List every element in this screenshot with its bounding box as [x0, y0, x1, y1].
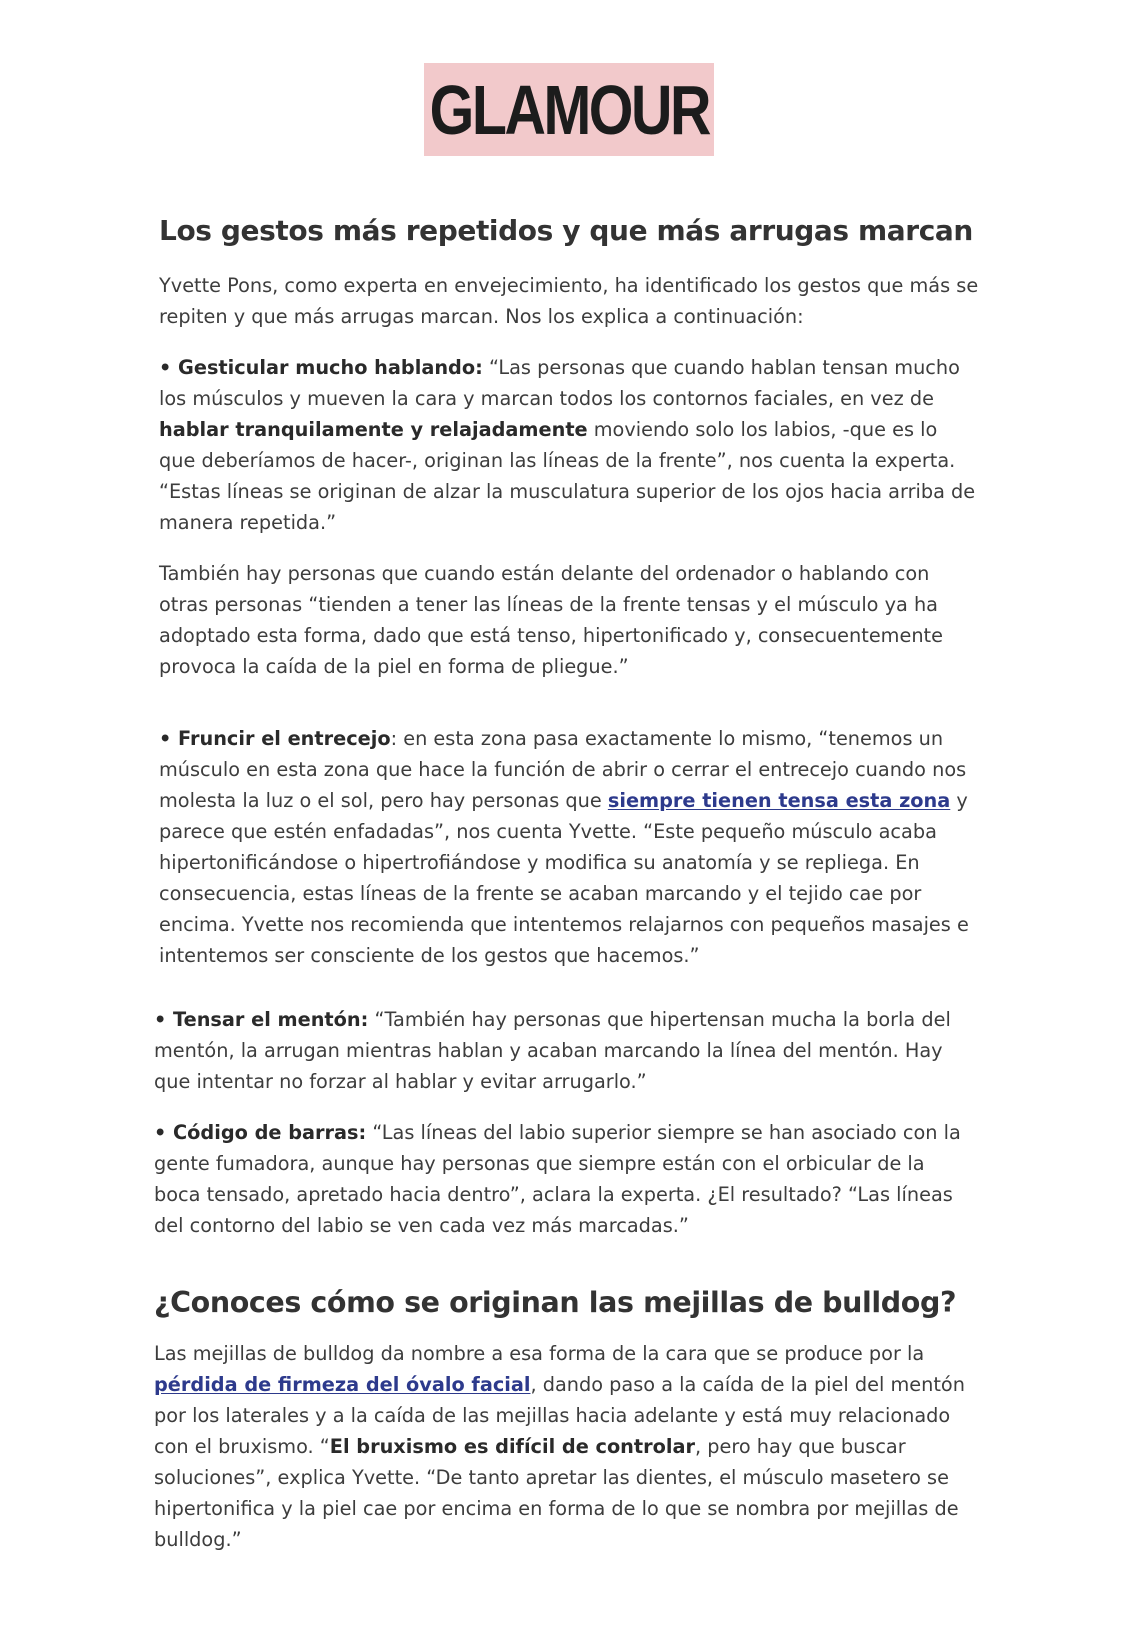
item-codigo-barras [154, 1117, 974, 1241]
item-gesticular-followup: También hay personas que cuando están delante del ordenador o hablando con otras personas “tienden a tener las líneas de la frente tensas y el músculo ya ha adoptado esta forma, dado que está tenso, hipertonificado y, consecuentemente provoca la caída de la piel en forma de pliegue.” [159, 562, 943, 678]
section-heading-gestures: Los gestos más repetidos y que más arrugas marcan [159, 214, 973, 247]
bulldog-text-b: , dando paso a la caída de la piel del mentón por los laterales y a la caída de las mejillas hacia adelante y está muy relacionado con el bruxismo. “ [154, 1373, 965, 1458]
item-gesticular-followup-wrap [159, 558, 979, 682]
item-menton-title: • Tensar el mentón: [154, 1008, 369, 1031]
item-fruncir-title: • Fruncir el entrecejo [159, 727, 391, 750]
section-heading-gestures-wrap [159, 213, 979, 249]
section-heading-bulldog-wrap [154, 1284, 974, 1322]
bulldog-text-a: Las mejillas de bulldog da nombre a esa forma de la cara que se produce por la [154, 1342, 925, 1365]
item-fruncir-text [159, 723, 979, 971]
bulldog-paragraph-text [154, 1338, 974, 1555]
item-fruncir-text-a: : en esta zona pasa exactamente lo mismo, “tenemos un músculo en esta zona que hace la función de abrir o cerrar el entrecejo cuando nos molesta la luz o el sol, pero hay personas que [159, 727, 967, 812]
item-fruncir [159, 723, 979, 971]
item-gesticular-quote-a: “Las personas que cuando hablan tensan mucho los músculos y mueven la cara y marcan todos los contornos faciales, en vez de [159, 356, 960, 410]
item-gesticular-quote-b: moviendo solo los labios, -que es lo que deberíamos de hacer-, originan las líneas de la frente”, nos cuenta la experta. “Estas líneas se originan de alzar la musculatura superior de los ojos hacia arriba de manera repetida.” [159, 418, 976, 534]
item-menton [154, 1004, 974, 1097]
glamour-logo[interactable] [424, 63, 714, 156]
link-perdida-firmeza[interactable]: pérdida de firmeza del óvalo facial [154, 1373, 531, 1396]
item-codigo-barras-text [154, 1117, 974, 1241]
item-gesticular [159, 352, 979, 538]
item-gesticular-title: • Gesticular mucho hablando: [159, 356, 483, 379]
intro-paragraph-wrap [159, 270, 979, 332]
item-fruncir-text-b: y parece que estén enfadadas”, nos cuenta Yvette. “Este pequeño músculo acaba hipertonificándose o hipertrofiándose y modifica su anatomía y se repliega. En consecuencia, estas líneas de la frente se acaban marcando y el tejido cae por encima. Yvette nos recomienda que intentemos relajarnos con pequeños masajes e intentemos ser consciente de los gestos que hacemos.” [159, 789, 969, 967]
bulldog-paragraph [154, 1338, 974, 1555]
item-codigo-barras-title: • Código de barras: [154, 1121, 367, 1144]
item-gesticular-text [159, 352, 979, 538]
link-siempre-tensa[interactable]: siempre tienen tensa esta zona [607, 789, 951, 812]
item-codigo-barras-quote: “Las líneas del labio superior siempre se han asociado con la gente fumadora, aunque hay personas que siempre están con el orbicular de la boca tensado, apretado hacia dentro”, aclara la experta. ¿El resultado? “Las líneas del contorno del labio se ven cada vez más marcadas.” [154, 1121, 961, 1237]
bulldog-bold: El bruxismo es difícil de controlar [329, 1435, 696, 1458]
intro-paragraph: Yvette Pons, como experta en envejecimiento, ha identificado los gestos que más se repiten y que más arrugas marcan. Nos los explica a continuación: [159, 274, 979, 328]
bulldog-text-c: , pero hay que buscar soluciones”, explica Yvette. “De tanto apretar las dientes, el músculo masetero se hipertonifica y la piel cae por encima en forma de lo que se nombra por mejillas de bulldog.” [154, 1435, 959, 1551]
logo-text: GLAMOUR [429, 70, 709, 149]
item-menton-text [154, 1004, 974, 1097]
item-gesticular-bold: hablar tranquilamente y relajadamente [159, 418, 588, 441]
item-menton-quote: “También hay personas que hipertensan mucha la borla del mentón, la arrugan mientras hablan y acaban marcando la línea del mentón. Hay que intentar no forzar al hablar y evitar arrugarlo.” [154, 1008, 951, 1093]
section-heading-bulldog: ¿Conoces cómo se originan las mejillas de bulldog? [154, 1286, 957, 1319]
